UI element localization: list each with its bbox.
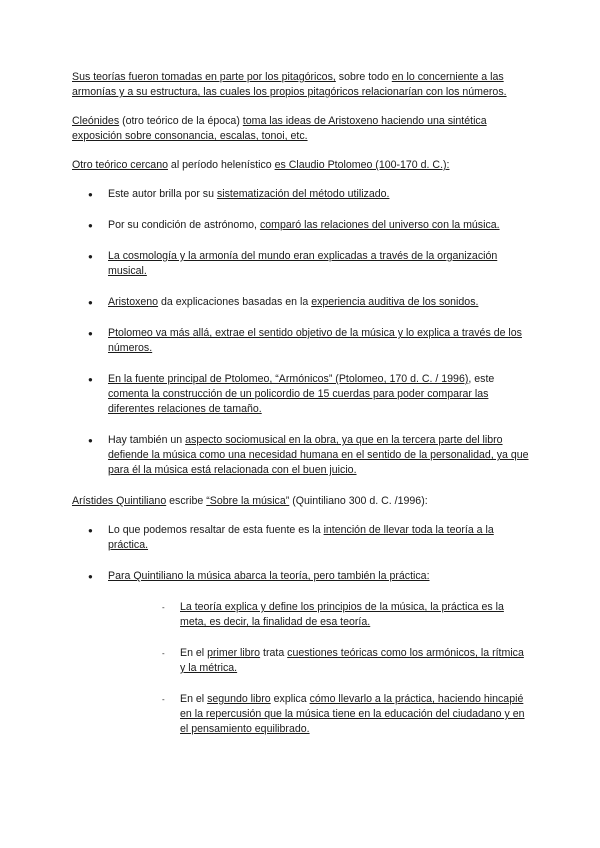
plain-text: Este autor brilla por su <box>108 188 217 200</box>
underlined-text: segundo libro <box>207 693 271 705</box>
underlined-text: Arístides Quintiliano <box>72 495 167 507</box>
list-item <box>72 433 532 478</box>
underlined-text: Para Quintiliano la música abarca la teoría, pero también la práctica: <box>108 570 430 582</box>
underlined-text: La teoría explica y define los principios de la música, la práctica es la meta, es decir, la finalidad de esa teoría. <box>180 601 504 628</box>
underlined-text: comenta la construcción de un policordio de 15 cuerdas para poder comparar las diferentes relaciones de tamaño. <box>108 388 489 415</box>
underlined-text: aspecto sociomusical en la obra, ya que en la tercera parte del libro defiende la música como una necesidad humana en el sentido de la personalidad, ya que para él la música está relacionada con el buen juicio. <box>108 434 529 476</box>
list-item <box>72 187 532 202</box>
sub-list-item <box>108 692 532 737</box>
plain-text: sobre todo <box>335 71 392 83</box>
underlined-text: en lo concerniente a las armonías y a su estructura, las cuales los propios pitagóricos relacionarían con los números. <box>72 71 507 98</box>
underlined-text: es Claudio Ptolomeo (100-170 d. C.): <box>274 159 450 171</box>
list-item <box>72 372 532 417</box>
underlined-text: cuestiones teóricas como los armónicos, la rítmica y la métrica. <box>180 647 524 674</box>
paragraph-quintiliano-intro <box>72 494 532 509</box>
underlined-text: primer libro <box>207 647 261 659</box>
sub-list <box>108 600 532 737</box>
plain-text: (otro teórico de la época) <box>119 115 243 127</box>
underlined-text: intención de llevar toda la teoría a la práctica. <box>108 524 494 551</box>
plain-text: , este <box>468 373 495 385</box>
underlined-text: comparó las relaciones del universo con la música. <box>259 219 500 231</box>
plain-text: Lo que podemos resaltar de esta fuente es la <box>108 524 324 536</box>
underlined-text: Cleónides <box>72 115 120 127</box>
plain-text: (Quintiliano 300 d. C. /1996): <box>289 495 428 507</box>
plain-text: explica <box>270 693 310 705</box>
paragraph-pythagoreans <box>72 70 532 100</box>
sub-list-item <box>108 600 532 630</box>
underlined-text: Aristoxeno <box>108 296 159 308</box>
list-item <box>72 569 532 737</box>
quintiliano-bullet-list <box>72 523 532 737</box>
plain-text: trata <box>260 647 288 659</box>
underlined-text: toma las ideas de Aristoxeno haciendo una sintética exposición sobre consonancia, escalas, tonoi, etc. <box>72 115 487 142</box>
underlined-text: La cosmología y la armonía del mundo eran explicadas a través de la organización musical. <box>108 250 498 277</box>
list-item <box>72 295 532 310</box>
underlined-text: En la fuente principal de Ptolomeo, “Armónicos” (Ptolomeo, 170 d. C. / 1996) <box>108 373 469 385</box>
underlined-text: Ptolomeo va más allá, extrae el sentido objetivo de la música y lo explica a través de los números. <box>108 327 522 354</box>
ptolomeo-bullet-list <box>72 187 532 478</box>
plain-text: da explicaciones basadas en la <box>158 296 312 308</box>
plain-text: Por su condición de astrónomo, <box>108 219 260 231</box>
plain-text: Hay también un <box>108 434 186 446</box>
underlined-text: Otro teórico cercano <box>72 159 168 171</box>
sub-list-item <box>108 646 532 676</box>
paragraph-cleonides <box>72 114 532 144</box>
document-body <box>72 70 532 753</box>
list-item <box>72 326 532 356</box>
plain-text: En el <box>180 647 208 659</box>
underlined-text: sistematización del método utilizado. <box>216 188 390 200</box>
underlined-text: experiencia auditiva de los sonidos. <box>311 296 479 308</box>
list-item <box>72 249 532 279</box>
plain-text: En el <box>180 693 208 705</box>
plain-text: escribe <box>166 495 207 507</box>
list-item <box>72 218 532 233</box>
underlined-text: Sus teorías fueron tomadas en parte por los pitagóricos, <box>72 71 336 83</box>
paragraph-ptolomeo-intro <box>72 158 532 173</box>
list-item <box>72 523 532 553</box>
underlined-text: cómo llevarlo a la práctica, haciendo hincapié en la repercusión que la música tiene en la educación del ciudadano y en el pensamiento equilibrado. <box>180 693 525 735</box>
plain-text: al período helenístico <box>167 159 275 171</box>
underlined-text: “Sobre la música” <box>206 495 290 507</box>
